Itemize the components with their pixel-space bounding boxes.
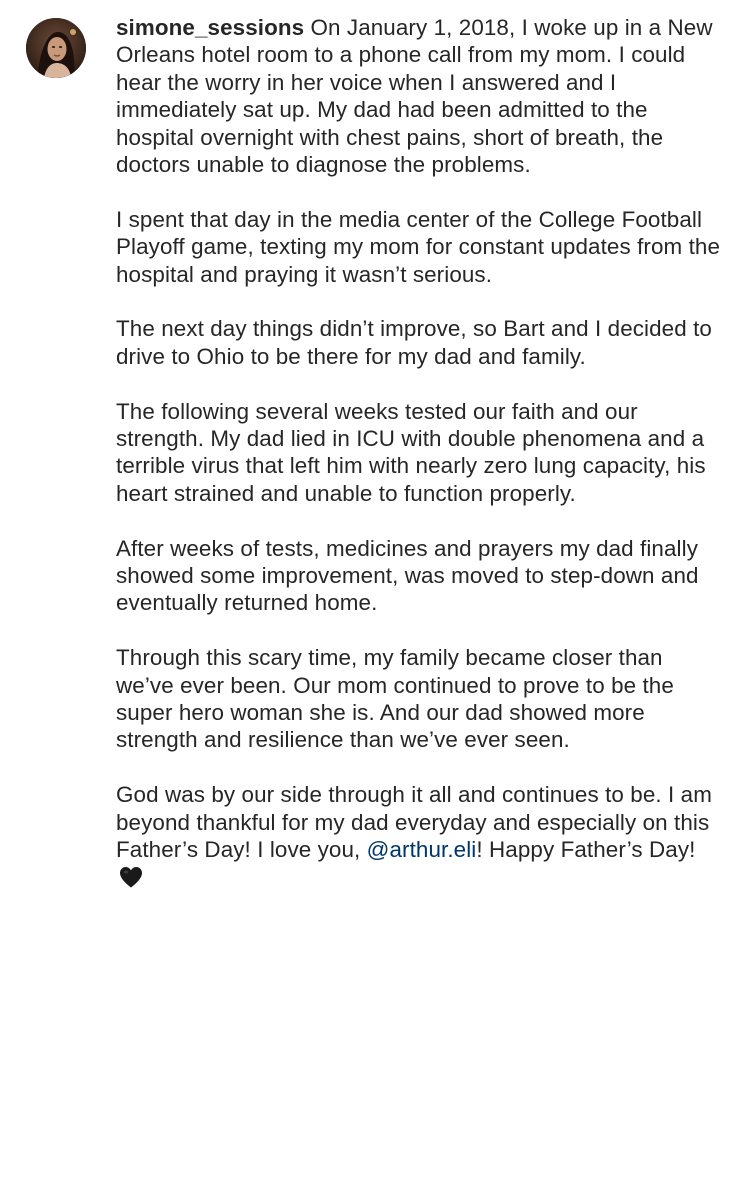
username-link[interactable]: simone_sessions: [116, 15, 305, 40]
caption-paragraph: Through this scary time, my family became closer than we’ve ever been. Our mom continued to prove to be the super hero woman she is. And our dad showed more strength and resilience than we’ve ever seen.: [116, 645, 674, 753]
paragraph-text: ! Happy Father’s Day!: [476, 837, 696, 863]
mention-link[interactable]: @arthur.eli: [366, 837, 477, 863]
black-heart-icon: [118, 865, 144, 895]
paragraph-text: God was by our side through it all and continues to be. I am beyond thankful for my dad everyday and especially on this Father’s Day! I love you,: [116, 782, 712, 863]
caption-paragraph: [116, 14, 722, 178]
caption-paragraph: The next day things didn’t improve, so Bart and I decided to drive to Ohio to be there for my dad and family.: [116, 316, 712, 369]
caption-text: [116, 14, 722, 922]
profile-photo-avatar: [26, 18, 86, 78]
caption-paragraph: After weeks of tests, medicines and prayers my dad finally showed some improvement, was moved to step-down and eventually returned home.: [116, 535, 699, 616]
caption-paragraph: I spent that day in the media center of the College Football Playoff game, texting my mom for constant updates from the hospital and praying it wasn’t serious.: [116, 206, 720, 287]
paragraph-text: On January 1, 2018, I woke up in a New Orleans hotel room to a phone call from my mom. I could hear the worry in her voice when I answered and I immediately sat up. My dad had been admitted to the hospital overnight with chest pains, short of breath, the doctors unable to diagnose the problems.: [116, 15, 713, 178]
caption-paragraph-last: [116, 781, 722, 895]
profile-avatar[interactable]: [26, 18, 86, 78]
caption-paragraph: The following several weeks tested our faith and our strength. My dad lied in ICU with double phenomena and a terrible virus that left him with nearly zero lung capacity, his heart strained and unable to function properly.: [116, 398, 706, 506]
